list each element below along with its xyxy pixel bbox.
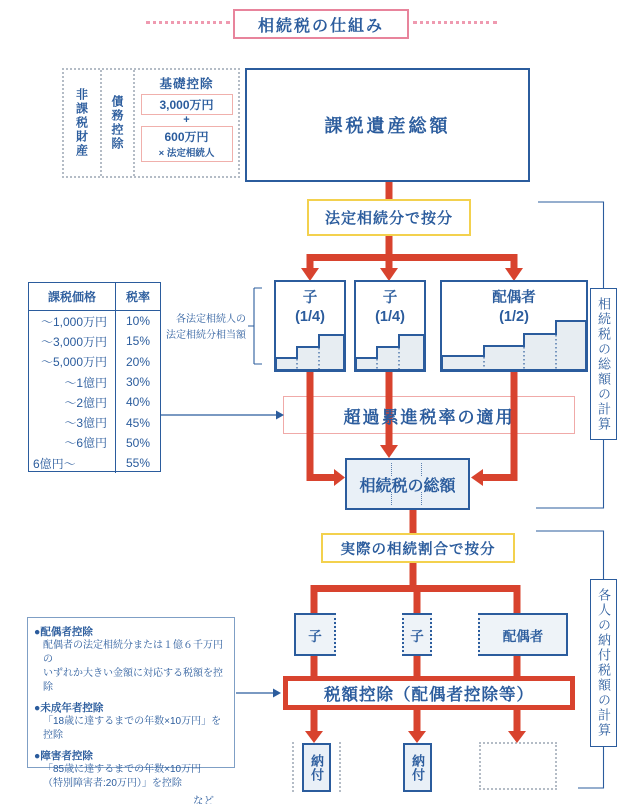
heir-name: 子 bbox=[382, 290, 398, 306]
heir-name: 配偶者 bbox=[502, 628, 544, 644]
dotted-divider bbox=[421, 492, 422, 505]
payment-box-2 bbox=[403, 743, 432, 792]
table-header-rate: 税率 bbox=[125, 290, 150, 304]
tax-total-box bbox=[345, 458, 470, 510]
taxable-estate-box bbox=[245, 68, 530, 182]
dotted-divider bbox=[391, 492, 392, 505]
tax-credit-box bbox=[283, 676, 575, 710]
heir-note-bracket bbox=[248, 288, 262, 364]
price-cell: 〜2億円 bbox=[29, 392, 116, 412]
tax-rate-step-chart bbox=[276, 326, 344, 370]
rate-cell: 40% bbox=[125, 395, 151, 410]
dotted-divider bbox=[421, 463, 422, 476]
per-heir-amount: 600万円 bbox=[164, 130, 209, 144]
rate-cell: 45% bbox=[125, 415, 151, 430]
nontaxable-assets-label: 非課税財産 bbox=[74, 88, 89, 158]
tax-rate-step-chart bbox=[356, 326, 424, 370]
price-cell: 〜6億円 bbox=[29, 433, 116, 453]
heir-name: 配偶者 bbox=[492, 290, 536, 306]
heir-upper-spouse-box bbox=[440, 280, 588, 372]
payment-label: 納付 bbox=[309, 753, 324, 782]
rate-cell: 10% bbox=[125, 314, 151, 329]
heir-lower-child1-box bbox=[294, 613, 336, 656]
spouse-deduction-line: 配偶者の法定相続分または１億６千万円の bbox=[43, 640, 223, 665]
table-row bbox=[29, 331, 160, 351]
table-row bbox=[29, 392, 160, 412]
rate-cell: 55% bbox=[125, 456, 151, 471]
price-cell: 〜3,000万円 bbox=[29, 331, 116, 351]
heir-lower-child2-box bbox=[402, 613, 432, 656]
debt-deduction-label: 債務控除 bbox=[110, 95, 124, 151]
rate-cell: 50% bbox=[125, 435, 151, 450]
payment-label: 納付 bbox=[410, 753, 425, 782]
minor-deduction-title: ●未成年者控除 bbox=[34, 702, 104, 714]
plus-sign: + bbox=[183, 114, 190, 126]
taxable-estate-label: 課税遺産総額 bbox=[324, 116, 451, 136]
per-heir-multiplier: × 法定相続人 bbox=[158, 148, 215, 159]
rate-cell: 30% bbox=[125, 375, 151, 390]
progressive-tax-label: 超過累進税率の適用 bbox=[343, 407, 515, 427]
table-header-price: 課税価格 bbox=[29, 283, 116, 310]
heir-upper-child2-box bbox=[354, 280, 426, 372]
disability-deduction-line: （特別障害者:20万円）」を控除 bbox=[43, 778, 182, 789]
table-row bbox=[29, 311, 160, 331]
statutory-split-label: 法定相続分で按分 bbox=[324, 210, 453, 227]
price-cell: 〜1,000万円 bbox=[29, 311, 116, 331]
basic-deduction-label: 基礎控除 bbox=[159, 77, 214, 91]
deductions-panel bbox=[27, 617, 235, 804]
price-cell: 〜1億円 bbox=[29, 372, 116, 392]
section-label-individual-calc bbox=[590, 579, 617, 747]
price-cell: 〜5,000万円 bbox=[29, 352, 116, 372]
table-row bbox=[29, 372, 160, 392]
heir-note-line2: 法定相続分相当額 bbox=[166, 330, 246, 341]
tax-rate-table bbox=[28, 282, 161, 472]
spouse-deduction-line: いずれか大きい金額に対応する税額を控除 bbox=[43, 668, 223, 693]
table-row bbox=[29, 453, 160, 473]
rate-cell: 15% bbox=[125, 334, 151, 349]
table-header-row bbox=[29, 283, 160, 311]
disability-deduction-title: ●障害者控除 bbox=[34, 750, 93, 762]
actual-split-label: 実際の相続割合で按分 bbox=[340, 541, 496, 558]
table-row bbox=[29, 433, 160, 453]
payment-box-1 bbox=[302, 743, 331, 792]
heir-share: (1/4) bbox=[295, 309, 325, 325]
heir-name: 子 bbox=[302, 290, 318, 306]
table-row bbox=[29, 352, 160, 372]
heir-name: 子 bbox=[308, 628, 322, 644]
heir-note bbox=[158, 312, 246, 344]
basic-amount: 3,000万円 bbox=[159, 98, 214, 112]
table-row bbox=[29, 412, 160, 432]
heir-share: (1/2) bbox=[499, 309, 529, 325]
disability-deduction-line: 「85歳に達するまでの年数×10万円 bbox=[43, 764, 202, 775]
rate-cell: 20% bbox=[125, 354, 151, 369]
actual-split-box bbox=[321, 533, 515, 563]
heir-note-line1: 各法定相続人の bbox=[176, 314, 246, 325]
dotted-divider bbox=[391, 463, 392, 476]
section-label-text: 各人の納付税額の計算 bbox=[596, 588, 611, 738]
tax-total-label: 相続税の総額 bbox=[359, 477, 456, 495]
minor-deduction-line: 「18歳に達するまでの年数×10万円」を控除 bbox=[43, 716, 222, 741]
price-cell: 〜3億円 bbox=[29, 412, 116, 432]
page-title-text: 相続税の仕組み bbox=[257, 17, 384, 35]
price-cell: 6億円〜 bbox=[29, 453, 116, 473]
heir-share: (1/4) bbox=[375, 309, 405, 325]
heir-name-share bbox=[276, 289, 344, 327]
heir-lower-spouse-box bbox=[478, 613, 568, 656]
tax-credit-label: 税額控除（配偶者控除等） bbox=[324, 686, 534, 704]
heir-upper-child1-box bbox=[274, 280, 346, 372]
spouse-deduction-title: ●配偶者控除 bbox=[34, 626, 93, 638]
tax-rate-step-chart bbox=[442, 316, 586, 370]
section-label-tax-total-calc bbox=[590, 288, 617, 440]
section-label-text: 相続税の総額の計算 bbox=[596, 296, 611, 432]
etc-label: など bbox=[193, 795, 214, 804]
heir-name-share bbox=[356, 289, 424, 327]
heir-name: 子 bbox=[410, 628, 424, 644]
statutory-split-box bbox=[307, 199, 471, 236]
